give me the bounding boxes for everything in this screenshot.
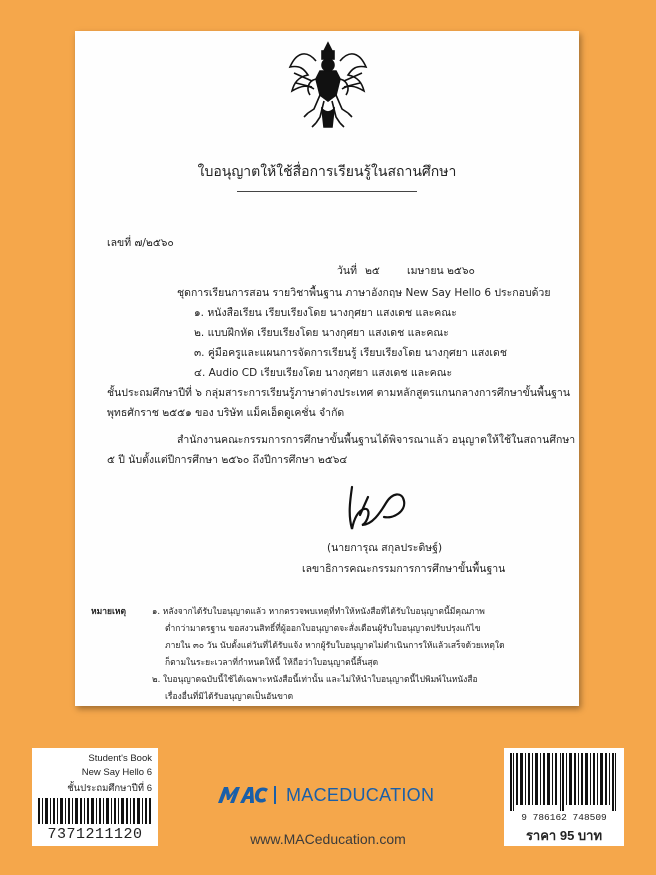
notes-label: หมายเหตุ bbox=[91, 607, 126, 617]
date-day: ๒๕ bbox=[365, 265, 380, 277]
mac-logo-icon bbox=[218, 785, 280, 805]
book-type: Student's Book bbox=[88, 753, 152, 764]
isbn-number: 9 786162 748509 bbox=[521, 812, 607, 823]
note-line: เรื่องอื่นที่มิได้รับอนุญาตเป็นอันขาด bbox=[165, 692, 294, 702]
approval-line: สำนักงานคณะกรรมการการศึกษาขั้นพื้นฐานได้พิจารณาแล้ว อนุญาตให้ใช้ในสถานศึกษา bbox=[177, 434, 576, 446]
note-line: ต่ำกว่ามาตรฐาน ขอสงวนสิทธิ์ที่ผู้ออกใบอนุญาตจะสั่งเตือนผู้รับใบอนุญาตปรับปรุงแก้ไข bbox=[165, 624, 481, 634]
book-grade: ชั้นประถมศึกษาปีที่ 6 bbox=[67, 783, 152, 794]
note-line: ภายใน ๓๐ วัน นับตั้งแต่วันที่ได้รับแจ้ง หากผู้รับใบอนุญาตไม่ดำเนินการให้แล้วเสร็จด้วยเหตุใด bbox=[165, 641, 505, 651]
signer-name: (นายการุณ สกุลประดิษฐ์) bbox=[327, 542, 443, 554]
barcode-icon bbox=[38, 798, 152, 824]
note-line: ๑. หลังจากได้รับใบอนุญาตแล้ว หากตรวจพบเหตุที่ทำให้หนังสือที่ได้รับใบอนุญาตนี้มีคุณภาพ bbox=[152, 607, 485, 617]
body-line: พุทธศักราช ๒๕๕๑ ของ บริษัท แม็คเอ็ดดูเคชั่น จำกัด bbox=[107, 407, 345, 419]
license-document bbox=[75, 31, 579, 706]
note-line: ๒. ใบอนุญาตฉบับนี้ใช้ได้เฉพาะหนังสือนี้เท่านั้น และไม่ให้นำใบอนุญาตนี้ไปพิมพ์ในหนังสือ bbox=[152, 675, 478, 685]
isbn-barcode-icon bbox=[510, 753, 618, 811]
document-intro: ชุดการเรียนการสอน รายวิชาพื้นฐาน ภาษาอังกฤษ New Say Hello 6 ประกอบด้วย bbox=[177, 287, 551, 299]
publisher-name: MACEDUCATION bbox=[286, 785, 435, 805]
barcode-number: 7371211120 bbox=[47, 826, 143, 843]
body-line: ชั้นประถมศึกษาปีที่ ๖ กลุ่มสาระการเรียนรู้ภาษาต่างประเทศ ตามหลักสูตรแกนกลางการศึกษาขั้นพื้นฐาน bbox=[107, 387, 571, 399]
list-item: ๓. คู่มือครูและแผนการจัดการเรียนรู้ เรียบเรียงโดย นางกุศยา แสงเดช bbox=[194, 347, 507, 359]
signer-title: เลขาธิการคณะกรรมการการศึกษาขั้นพื้นฐาน bbox=[302, 563, 506, 575]
date-month-year: เมษายน ๒๕๖๐ bbox=[407, 265, 475, 277]
publisher-url[interactable]: www.MACeducation.com bbox=[250, 831, 406, 847]
note-line: ก็ตามในระยะเวลาที่กำหนดให้นี้ ให้ถือว่าใบอนุญาตนี้สิ้นสุด bbox=[165, 658, 379, 668]
date-label: วันที่ bbox=[337, 265, 357, 277]
approval-line: ๕ ปี นับตั้งแต่ปีการศึกษา ๒๕๖๐ ถึงปีการศึกษา ๒๕๖๔ bbox=[107, 454, 348, 466]
list-item: ๑. หนังสือเรียน เรียบเรียงโดย นางกุศยา แสงเดช และคณะ bbox=[194, 307, 457, 319]
document-title: ใบอนุญาตให้ใช้สื่อการเรียนรู้ในสถานศึกษา bbox=[197, 164, 457, 180]
signature bbox=[338, 479, 418, 535]
garuda-emblem-icon bbox=[286, 39, 370, 131]
book-title: New Say Hello 6 bbox=[81, 767, 152, 778]
list-item: ๔. Audio CD เรียบเรียงโดย นางกุศยา แสงเดช และคณะ bbox=[194, 367, 453, 379]
list-item: ๒. แบบฝึกหัด เรียบเรียงโดย นางกุศยา แสงเดช และคณะ bbox=[194, 327, 449, 339]
price-tag: ราคา 95 บาท bbox=[525, 828, 603, 843]
title-underline bbox=[237, 191, 417, 192]
isbn-price-label bbox=[504, 748, 624, 846]
document-number: เลขที่ ๗/๒๕๖๐ bbox=[107, 237, 174, 249]
